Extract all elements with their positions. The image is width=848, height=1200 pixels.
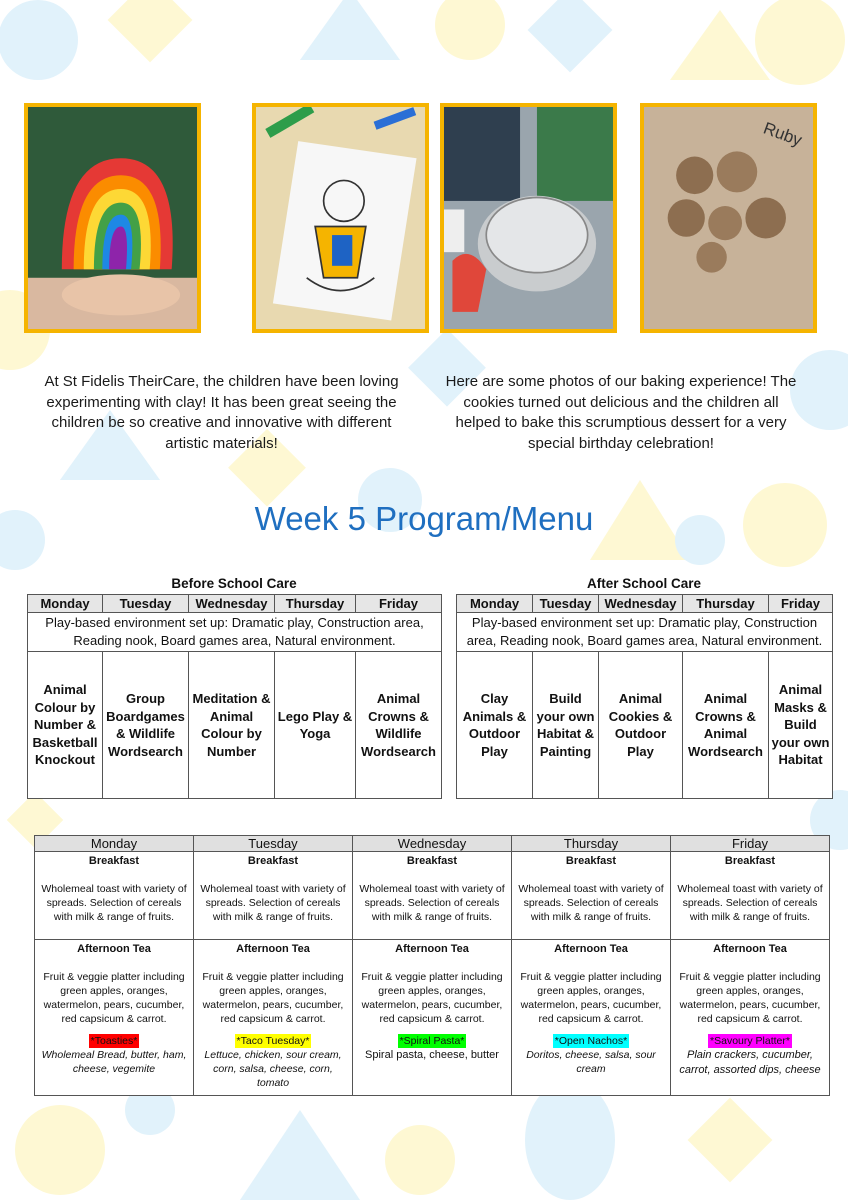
special-desc: Lettuce, chicken, sour cream, corn, salsa, cheese, corn, tomato	[204, 1049, 342, 1089]
day-header: Monday	[28, 595, 103, 613]
breakfast-cell	[512, 852, 671, 940]
breakfast-label: Breakfast	[406, 855, 458, 867]
day-header: Monday	[35, 836, 194, 852]
special-desc: Wholemeal Bread, butter, ham, cheese, vegemite	[41, 1049, 187, 1075]
breakfast-cell	[194, 852, 353, 940]
activity-cell: Animal Masks & Build your own Habitat	[769, 652, 833, 799]
special-badge: *Open Nachos*	[554, 1035, 628, 1047]
afternoon-tea-text: Fruit & veggie platter including green apples, oranges, watermelon, pears, cucumber, red capsicum & carrot.	[679, 971, 821, 1025]
day-header: Wednesday	[353, 836, 512, 852]
special-badge: *Spiral Pasta*	[399, 1035, 465, 1047]
colouring-sheet-photo	[252, 103, 429, 333]
day-header: Tuesday	[533, 595, 599, 613]
afternoon-tea-cell	[194, 940, 353, 1096]
day-header: Friday	[769, 595, 833, 613]
weekly-menu-table	[34, 835, 830, 1096]
cookies-photo	[640, 103, 817, 333]
setup-cell: Play-based environment set up: Dramatic play, Construction area, Reading nook, Board games area, Natural environment.	[457, 613, 833, 652]
afternoon-tea-cell	[512, 940, 671, 1096]
breakfast-cell	[35, 852, 194, 940]
baking-caption: Here are some photos of our baking experience! The cookies turned out delicious and the children all helped to bake this scrumptious dessert for a very special birthday celebration!	[445, 373, 797, 452]
activity-cell: Animal Cookies & Outdoor Play	[599, 652, 683, 799]
special-desc: Plain crackers, cucumber, carrot, assorted dips, cheese	[679, 1049, 821, 1076]
special-badge: *Savoury Platter*	[710, 1035, 790, 1047]
activity-cell: Animal Crowns & Wildlife Wordsearch	[356, 652, 442, 799]
breakfast-text: Wholemeal toast with variety of spreads. Selection of cereals with milk & range of fruits.	[41, 883, 187, 923]
breakfast-label: Breakfast	[565, 855, 617, 867]
special-badge: *Taco Tuesday*	[236, 1035, 310, 1047]
table-header-row	[28, 595, 442, 613]
day-header: Tuesday	[194, 836, 353, 852]
breakfast-label: Breakfast	[247, 855, 299, 867]
activity-cell: Animal Crowns & Animal Wordsearch	[683, 652, 769, 799]
activity-cell: Clay Animals & Outdoor Play	[457, 652, 533, 799]
table-row	[457, 613, 833, 652]
day-header: Thursday	[275, 595, 356, 613]
breakfast-text: Wholemeal toast with variety of spreads. Selection of cereals with milk & range of fruits.	[359, 883, 505, 923]
activity-cell: Lego Play & Yoga	[275, 652, 356, 799]
table-header-row	[35, 836, 830, 852]
day-header: Friday	[356, 595, 442, 613]
breakfast-text: Wholemeal toast with variety of spreads. Selection of cereals with milk & range of fruits.	[518, 883, 664, 923]
afternoon-tea-label: Afternoon Tea	[236, 943, 310, 955]
activity-cell: Group Boardgames & Wildlife Wordsearch	[103, 652, 189, 799]
activity-cell: Meditation & Animal Colour by Number	[189, 652, 275, 799]
day-header: Monday	[457, 595, 533, 613]
before-school-care-title: Before School Care	[171, 576, 297, 591]
afternoon-tea-text: Fruit & veggie platter including green apples, oranges, watermelon, pears, cucumber, red capsicum & carrot.	[202, 971, 344, 1025]
afternoon-tea-label: Afternoon Tea	[77, 943, 151, 955]
special-desc: Doritos, cheese, salsa, sour cream	[526, 1049, 656, 1075]
table-row	[28, 613, 442, 652]
afternoon-tea-text: Fruit & veggie platter including green apples, oranges, watermelon, pears, cucumber, red capsicum & carrot.	[43, 971, 185, 1025]
before-school-care-table	[27, 594, 442, 799]
breakfast-text: Wholemeal toast with variety of spreads. Selection of cereals with milk & range of fruits.	[200, 883, 346, 923]
setup-cell: Play-based environment set up: Dramatic play, Construction area, Reading nook, Board games area, Natural environment.	[28, 613, 442, 652]
table-header-row	[457, 595, 833, 613]
day-header: Wednesday	[189, 595, 275, 613]
afternoon-tea-label: Afternoon Tea	[554, 943, 628, 955]
after-school-care-title: After School Care	[586, 576, 702, 591]
breakfast-cell	[671, 852, 830, 940]
activity-cell: Animal Colour by Number & Basketball Knockout	[28, 652, 103, 799]
table-row	[35, 940, 830, 1096]
day-header: Thursday	[683, 595, 769, 613]
clay-caption: At St Fidelis TheirCare, the children have been loving experimenting with clay! It has been great seeing the children be so creative and innovative with different artistic materials!	[44, 373, 399, 452]
breakfast-text: Wholemeal toast with variety of spreads. Selection of cereals with milk & range of fruits.	[677, 883, 823, 923]
breakfast-label: Breakfast	[88, 855, 140, 867]
day-header: Wednesday	[599, 595, 683, 613]
special-badge: *Toasties*	[90, 1035, 138, 1047]
afternoon-tea-text: Fruit & veggie platter including green apples, oranges, watermelon, pears, cucumber, red capsicum & carrot.	[361, 971, 503, 1025]
table-row	[28, 652, 442, 799]
after-school-care-table	[456, 594, 833, 799]
afternoon-tea-label: Afternoon Tea	[713, 943, 787, 955]
afternoon-tea-cell	[353, 940, 512, 1096]
table-row	[457, 652, 833, 799]
day-header: Tuesday	[103, 595, 189, 613]
activity-cell: Build your own Habitat & Painting	[533, 652, 599, 799]
table-row	[35, 852, 830, 940]
afternoon-tea-label: Afternoon Tea	[395, 943, 469, 955]
clay-rainbow-photo	[24, 103, 201, 333]
breakfast-label: Breakfast	[724, 855, 776, 867]
breakfast-cell	[353, 852, 512, 940]
afternoon-tea-cell	[671, 940, 830, 1096]
day-header: Thursday	[512, 836, 671, 852]
afternoon-tea-text: Fruit & veggie platter including green apples, oranges, watermelon, pears, cucumber, red capsicum & carrot.	[520, 971, 662, 1025]
special-desc: Spiral pasta, cheese, butter	[365, 1049, 499, 1061]
page-title: Week 5 Program/Menu	[254, 500, 594, 537]
svg-text:Ruby: Ruby	[760, 118, 805, 151]
afternoon-tea-cell	[35, 940, 194, 1096]
day-header: Friday	[671, 836, 830, 852]
mixing-bowl-photo	[440, 103, 617, 333]
